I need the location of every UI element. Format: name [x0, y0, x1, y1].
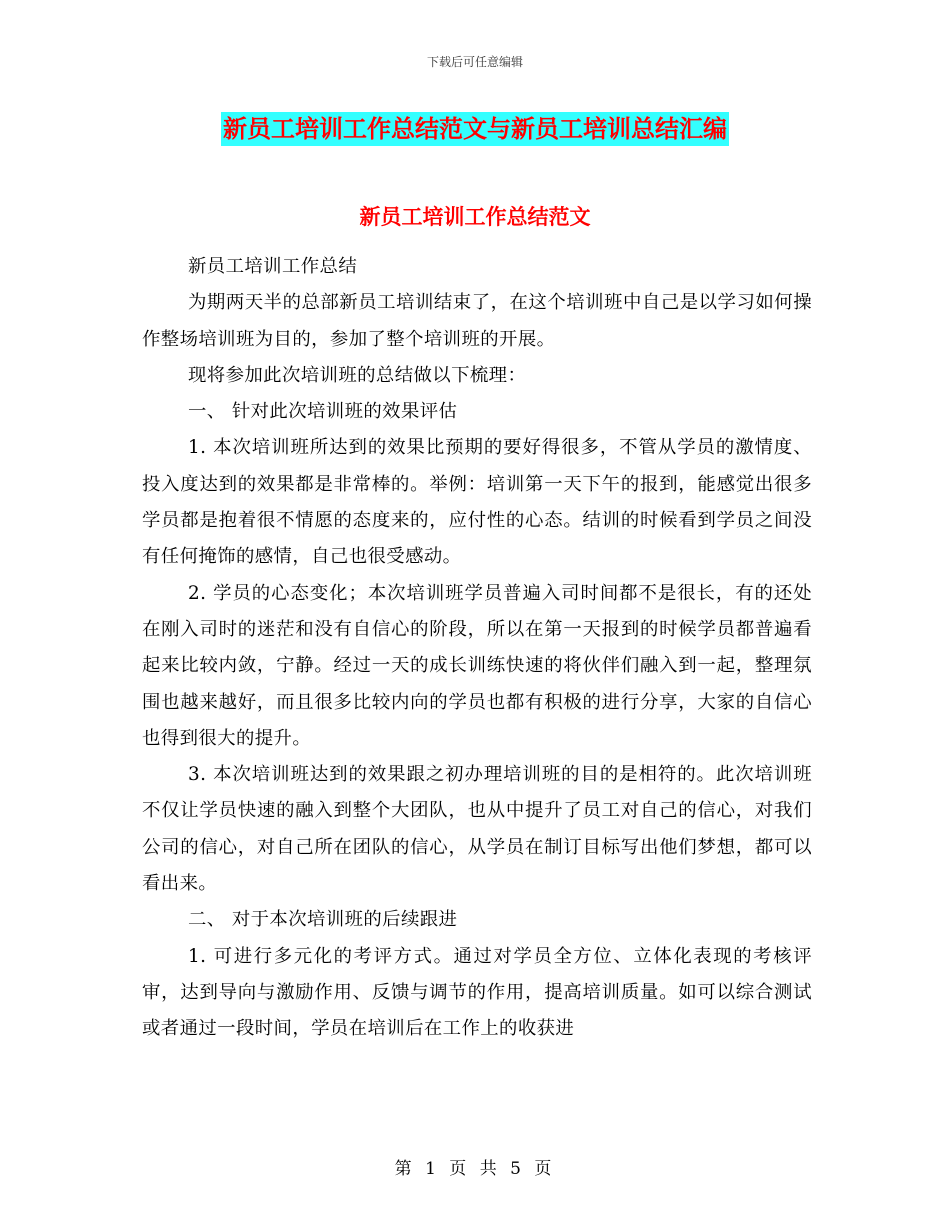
header-note: 下载后可任意编辑: [426, 55, 523, 69]
paragraph: 为期两天半的总部新员工培训结束了，在这个培训班中自己是以学习如何操作整场培训班为目的，参加了整个培训班的开展。: [142, 292, 812, 350]
main-title-wrap: [0, 112, 950, 146]
paragraph: 现将参加此次培训班的总结做以下梳理：: [188, 364, 527, 386]
section-heading: 一、 针对此次培训班的效果评估: [188, 401, 458, 423]
paragraph: 新员工培训工作总结: [188, 256, 358, 277]
section-heading: 二、 对于本次培训班的后续跟进: [188, 909, 458, 931]
paragraph: 1. 可进行多元化的考评方式。通过对学员全方位、立体化表现的考核评审，达到导向与激励作用、反馈与调节的作用，提高培训质量。如可以综合测试或者通过一段时间，学员在培训后在工作上的收获进: [142, 945, 812, 1040]
paragraph: 1. 本次培训班所达到的效果比预期的要好得很多，不管从学员的激情度、投入度达到的效果都是非常棒的。举例：培训第一天下午的报到，能感觉出很多学员都是抱着很不情愿的态度来的，应付性的心态。结训的时候看到学员之间没有任何掩饰的感情，自己也很受感动。: [142, 437, 812, 568]
paragraph: 2. 学员的心态变化；本次培训班学员普遍入司时间都不是很长，有的还处在刚入司时的迷茫和没有自信心的阶段，所以在第一天报到的时候学员都普遍看起来比较内敛，宁静。经过一天的成长训练快速的将伙伴们融入到一起，整理氛围也越来越好，而且很多比较内向的学员也都有积极的进行分享，大家的自信心也得到很大的提升。: [142, 582, 812, 749]
main-title: 新员工培训工作总结范文与新员工培训总结汇编: [221, 112, 729, 146]
body-text: [142, 249, 812, 1048]
page-footer: 第 1 页 共 5 页: [394, 1159, 556, 1179]
paragraph: 3. 本次培训班达到的效果跟之初办理培训班的目的是相符的。此次培训班不仅让学员快速的融入到整个大团队，也从中提升了员工对自己的信心，对我们公司的信心，对自己所在团队的信心，从学员在制订目标写出他们梦想，都可以看出来。: [142, 764, 812, 895]
sub-title: 新员工培训工作总结范文: [359, 204, 591, 229]
